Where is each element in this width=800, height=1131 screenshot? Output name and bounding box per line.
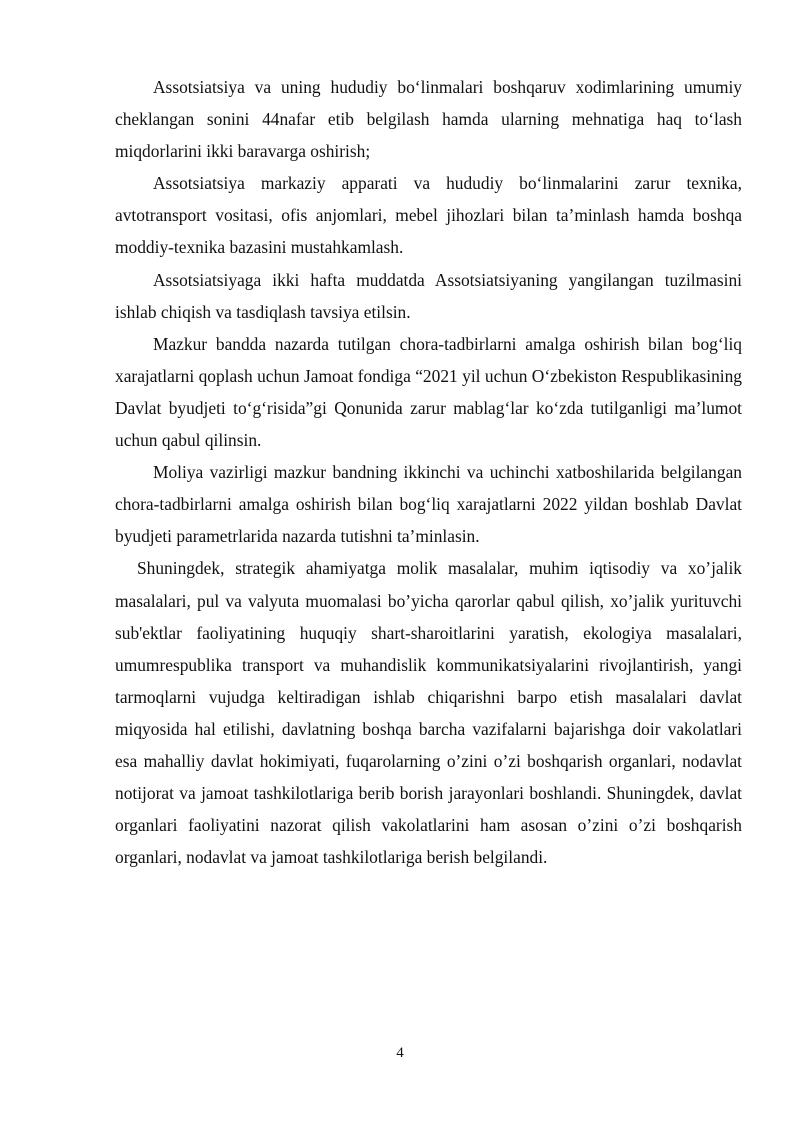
paragraph-funding: Mazkur bandda nazarda tutilgan chora-tadbirlarni amalga oshirish bilan bog‘liq xarajatlarni qoplash uchun Jamoat fondiga “2021 yil uchun O‘zbekiston Respublikasining Davlat byudjeti to‘g‘risida”gi Qonunida zarur mablag‘lar ko‘zda tutilganligi ma’lumot uchun qabul qilinsin.: [115, 333, 742, 451]
paragraph-finance-ministry: Moliya vazirligi mazkur bandning ikkinchi va uchinchi xatboshilarida belgilangan chora-tadbirlarni amalga oshirish bilan bog‘liq xarajatlarni 2022 yildan boshlab Davlat byudjeti parametrlarida nazarda tutishni ta’minlasin.: [115, 462, 742, 547]
page-number: 4: [396, 1045, 404, 1061]
paragraph-material-support: Assotsiatsiya markaziy apparati va hududiy bo‘linmalarini zarur texnika, avtotransport vositasi, ofis anjomlari, mebel jihozlari bilan ta’minlash hamda boshqa moddiy-texnika bazasini mustahkamlash.: [115, 173, 742, 258]
body-text: [115, 71, 742, 873]
paragraph-structure-approval: Assotsiatsiyaga ikki hafta muddatda Assotsiatsiyaning yangilangan tuzilmasini ishlab chiqish va tasdiqlash tavsiya etilsin.: [115, 269, 742, 322]
paragraph-staff-limit: Assotsiatsiya va uning hududiy bo‘linmalari boshqaruv xodimlarining umumiy cheklangan sonini 44nafar etib belgilash hamda ularning mehnatiga haq to‘lash miqdorlarini ikki baravarga oshirish;: [115, 77, 742, 162]
paragraph-decentralization: Shuningdek, strategik ahamiyatga molik masalalar, muhim iqtisodiy va xo’jalik masalalari, pul va valyuta muomalasi bo’yicha qarorlar qabul qilish, xo’jalik yurituvchi sub'ektlar faoliyatining huquqiy shart-sharoitlarini yaratish, ekologiya masalalari, umumrespublika transport va muhandislik kommunikatsiyalarini rivojlantirish, yangi tarmoqlarni vujudga keltiradigan ishlab chiqarishni barpo etish masalalari davlat miqyosida hal etilishi, davlatning boshqa barcha vazifalarni bajarishga doir vakolatlari esa mahalliy davlat hokimiyati, fuqarolarning o’zini o’zi boshqarish organlari, nodavlat notijorat va jamoat tashkilotlariga berib borish jarayonlari boshlandi. Shuningdek, davlat organlari faoliyatini nazorat qilish vakolatlarini ham asosan o’zini o’zi boshqarish organlari, nodavlat va jamoat tashkilotlariga berish belgilandi.: [115, 558, 742, 868]
